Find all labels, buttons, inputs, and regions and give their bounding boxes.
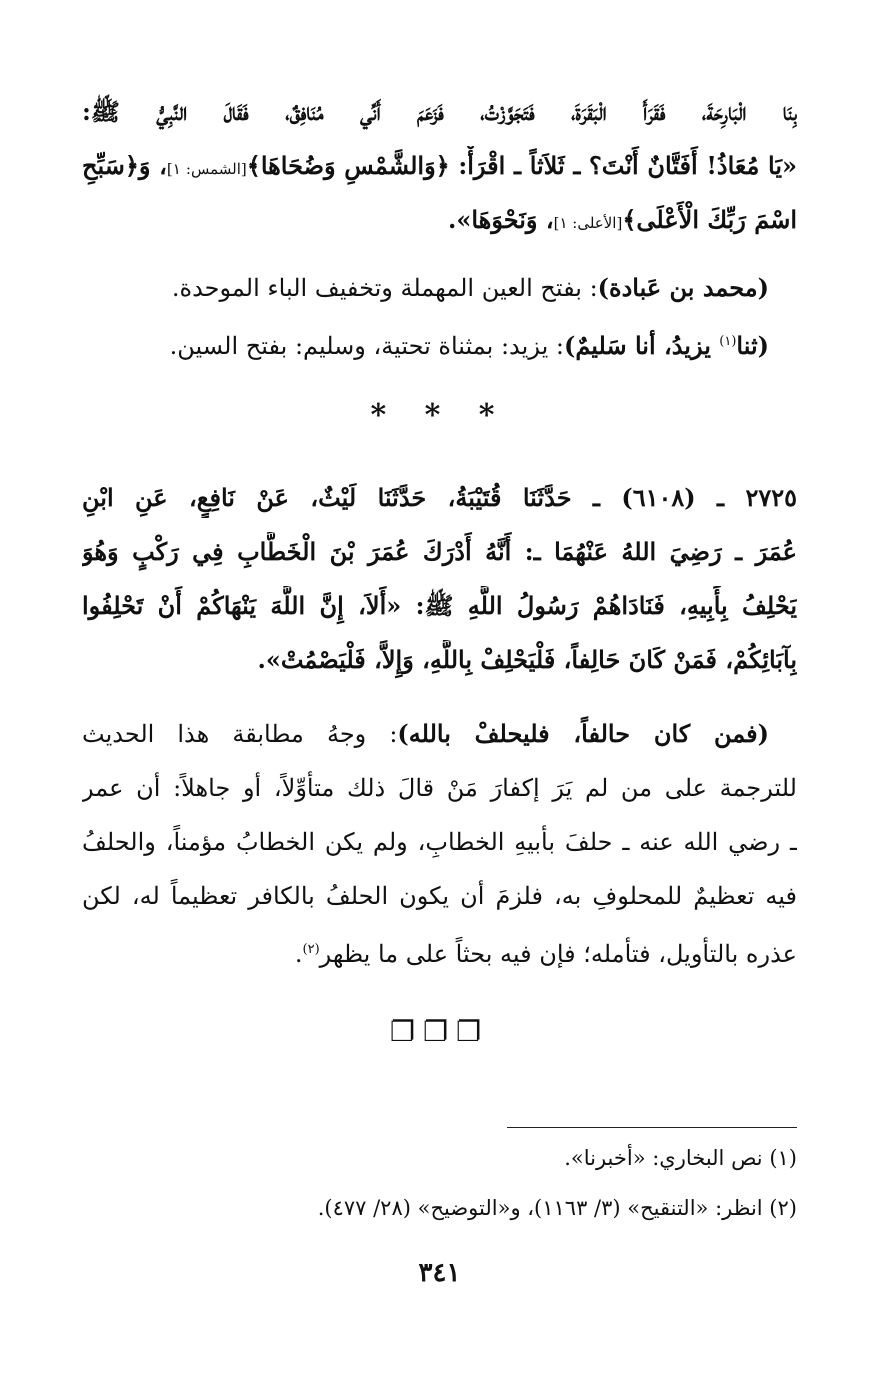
text-run: : وجهُ مطابقة هذا الحديث — [82, 720, 398, 748]
text-run: بِنَا الْبَارِحَةَ، فَقَرَأَ الْبَقَرَةَ، فَتَجَوَّزْتُ، فَزَعَمَ أَنِّي مُنَافِقٌ، فَقَالَ النَّبِيُّ ﷺ: — [82, 97, 797, 126]
hadith-continuation-line-3 — [82, 200, 797, 243]
footnote-divider — [507, 1127, 797, 1128]
text-run: ، وَ﴿سَبِّحِ — [82, 151, 167, 180]
commentary-line-5 — [82, 930, 797, 974]
text-run: . — [294, 940, 303, 968]
hadith-line-1 — [82, 478, 797, 518]
quran-reference: [الأعلى: ١] — [553, 214, 623, 232]
footnote-marker: (٢) — [302, 942, 320, 957]
commentary-line-4 — [82, 876, 797, 916]
text-run: ٢٧٢٥ ـ (٦١٠٨) ـ حَدَّثَنَا قُتَيْبَةُ، حَدَّثَنَا لَيْثٌ، عَنْ نَافِعٍ، عَنِ ابْنِ — [82, 483, 797, 512]
text-run: للترجمة على من لم يَرَ إكفارَ مَنْ قالَ ذلك متأوِّلاً، أو جاهلاً: أن عمر — [82, 774, 797, 802]
hadith-continuation-line-1 — [82, 92, 797, 132]
text-run: ، وَنَحْوَهَا». — [448, 205, 554, 234]
text-run: عذره بالتأويل، فتأمله؛ فإن فيه بحثاً على ما يظهر — [319, 940, 797, 968]
text-run: اسْمَ رَبِّكَ الْأَعْلَى﴾ — [622, 205, 797, 234]
note-term: (محمد بن عَبادة) — [597, 273, 769, 302]
footnote-marker: (١) — [719, 334, 737, 349]
narrator-note-2 — [82, 322, 769, 366]
commentary-line-1 — [82, 714, 769, 754]
footnote-2: (٢) انظر: «التنقيح» (٣/ ١١٦٣)، و«التوضيح» (٢٨/ ٤٧٧). — [317, 1196, 797, 1220]
narrator-note-1 — [82, 268, 769, 308]
commentary-line-2 — [82, 768, 797, 808]
commentary-line-3 — [82, 822, 797, 862]
section-separator-squares: ❐❐❐ — [389, 1015, 490, 1048]
text-run: «يَا مُعَاذُ! أَفَتَّانٌ أَنْتَ؟ ـ ثَلاَثاً ـ اقْرَأْ: ﴿وَالشَّمْسِ وَضُحَاهَا﴾ — [246, 151, 797, 180]
footnote-1: (١) نص البخاري: «أخبرنا». — [564, 1146, 797, 1170]
note-text: : يزيد: بمثناة تحتية، وسليم: بفتح السين. — [169, 332, 564, 360]
note-term: (ثنا — [736, 331, 769, 360]
hadith-continuation-line-2 — [82, 146, 797, 189]
note-term: يزيدُ، أنا سَليمٌ) — [563, 331, 720, 360]
text-run: عُمَرَ ـ رَضِيَ اللهُ عَنْهُمَا ـ: أَنَّهُ أَدْرَكَ عُمَرَ بْنَ الْخَطَّابِ فِي رَكْبٍ وَهُوَ — [82, 537, 797, 566]
text-run: فيه تعظيمٌ للمحلوفِ به، فلزمَ أن يكون الحلفُ بالكافر تعظيماً له، لكن — [82, 882, 797, 910]
text-run: بِآبَائِكُمْ، فَمَنْ كَانَ حَالِفاً، فَلْيَحْلِفْ بِاللَّهِ، وَإِلاَّ، فَلْيَصْمُتْ». — [257, 645, 797, 674]
hadith-line-3 — [82, 586, 797, 626]
section-separator-stars: * * * — [370, 398, 509, 433]
hadith-line-4 — [82, 640, 797, 680]
note-text: : بفتح العين المهملة وتخفيف الباء الموحدة. — [171, 274, 598, 302]
page-number: ٣٤١ — [418, 1258, 461, 1288]
quran-reference: [الشمس: ١] — [166, 160, 247, 178]
hadith-line-2 — [82, 532, 797, 572]
commentary-term: (فمن كان حالفاً، فليحلفْ بالله) — [397, 719, 769, 748]
text-run: ـ رضي الله عنه ـ حلفَ بأبيهِ الخطابِ، ولم يكن الخطابُ مؤمناً، والحلفُ — [82, 828, 797, 856]
text-run: يَحْلِفُ بِأَبِيهِ، فَنَادَاهُمْ رَسُولُ اللَّهِ ﷺ: «أَلاَ، إِنَّ اللَّهَ يَنْهَاكُمْ أَنْ تَحْلِفُوا — [82, 591, 797, 620]
